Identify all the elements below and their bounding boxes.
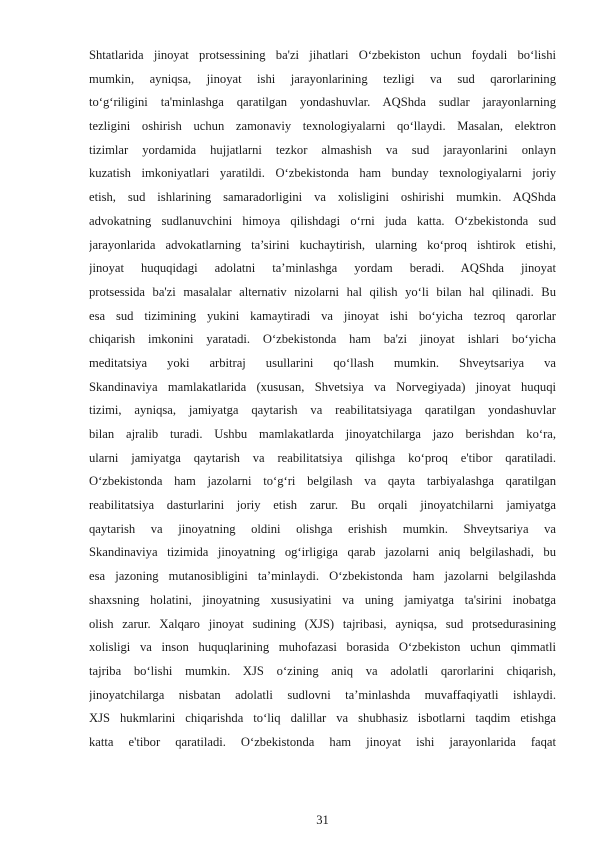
text-line: katta e'tibor qaratiladi. O‘zbekistonda ham jinoyat ishi jarayonlarida faqat <box>89 734 556 749</box>
text-line: shaxsning holatini, jinoyatning xususiyatini va uning jamiyatga ta'sirini inobatga <box>89 592 556 607</box>
text-line: tizimi, ayniqsa, jamiyatga qaytarish va reabilitatsiyaga qaratilgan yondashuvlar <box>89 403 556 418</box>
text-line: tajriba bo‘lishi mumkin. XJS o‘zining aniq va adolatli qarorlarini chiqarish, <box>89 663 556 678</box>
page-number: 31 <box>316 813 329 827</box>
body-text <box>89 44 556 755</box>
text-line: kuzatish imkoniyatlari yaratildi. O‘zbekistonda ham bunday texnologiyalarni joriy <box>89 166 556 181</box>
text-line: tizimlar yordamida hujjatlarni tezkor almashish va sud jarayonlarini onlayn <box>89 142 556 157</box>
text-line: ularni jamiyatga qaytarish va reabilitatsiya qilishga ko‘proq e'tibor qaratiladi. <box>89 450 556 465</box>
text-line: xolisligi va inson huquqlarining muhofazasi borasida O‘zbekiston uchun qimmatli <box>89 640 556 655</box>
text-line: XJS hukmlarini chiqarishda to‘liq dalillar va shubhasiz isbotlarni taqdim etishga <box>89 711 556 726</box>
text-line: olish zarur. Xalqaro jinoyat sudining (XJS) tajribasi, ayniqsa, sud protsedurasining <box>89 616 556 631</box>
text-line: Skandinaviya tizimida jinoyatning og‘irligiga qarab jazolarni aniq belgilashadi, bu <box>89 545 556 560</box>
text-line: tezligini oshirish uchun zamonaviy texnologiyalarni qo‘llaydi. Masalan, elektron <box>89 119 556 134</box>
text-line: bilan ajralib turadi. Ushbu mamlakatlarda jinoyatchilarga jazo berishdan ko‘ra, <box>89 427 556 441</box>
text-line: meditatsiya yoki arbitraj usullarini qo‘llash mumkin. Shveytsariya va <box>89 355 556 370</box>
text-line: chiqarish imkonini yaratadi. O‘zbekistonda ham ba'zi jinoyat ishlari bo‘yicha <box>89 332 556 347</box>
text-line: qaytarish va jinoyatning oldini olishga erishish mumkin. Shveytsariya va <box>89 521 556 536</box>
text-line: Skandinaviya mamlakatlarida (xususan, Shvetsiya va Norvegiyada) jinoyat huquqi <box>89 379 556 394</box>
text-line: to‘g‘riligini ta'minlashga qaratilgan yondashuvlar. AQShda sudlar jarayonlarning <box>89 95 556 110</box>
text-line: advokatning sudlanuvchini himoya qilishdagi o‘rni juda katta. O‘zbekistonda sud <box>89 213 556 228</box>
text-line: reabilitatsiya dasturlarini joriy etish zarur. Bu orqali jinoyatchilarni jamiyatga <box>89 498 556 513</box>
text-line: esa sud tizimining yukini kamaytiradi va jinoyat ishi bo‘yicha tezroq qarorlar <box>89 308 556 323</box>
text-line: jarayonlarida advokatlarning ta’sirini kuchaytirish, ularning ko‘proq ishtirok etishi, <box>89 237 556 252</box>
text-line: jinoyat huquqidagi adolatni ta’minlashga yordam beradi. AQShda jinoyat <box>89 261 556 276</box>
text-line: Shtatlarida jinoyat protsessining ba'zi jihatlari O‘zbekiston uchun foydali bo‘lishi <box>89 48 556 62</box>
text-line: esa jazoning mutanosibligini ta’minlaydi. O‘zbekistonda ham jazolarni belgilashda <box>89 569 556 584</box>
text-line: mumkin, ayniqsa, jinoyat ishi jarayonlarining tezligi va sud qarorlarining <box>89 71 556 86</box>
text-line: jinoyatchilarga nisbatan adolatli sudlovni ta’minlashda muvaffaqiyatli ishlaydi. <box>89 687 556 702</box>
text-line: O‘zbekistonda ham jazolarni to‘g‘ri belgilash va qayta tarbiyalashga qaratilgan <box>89 474 556 489</box>
text-line: etish, sud ishlarining samaradorligini va xolisligini oshirishi mumkin. AQShda <box>89 190 556 205</box>
text-line: protsessida ba'zi masalalar alternativ nizolarni hal qilish yo‘li bilan hal qilinadi. Bu <box>89 284 556 299</box>
